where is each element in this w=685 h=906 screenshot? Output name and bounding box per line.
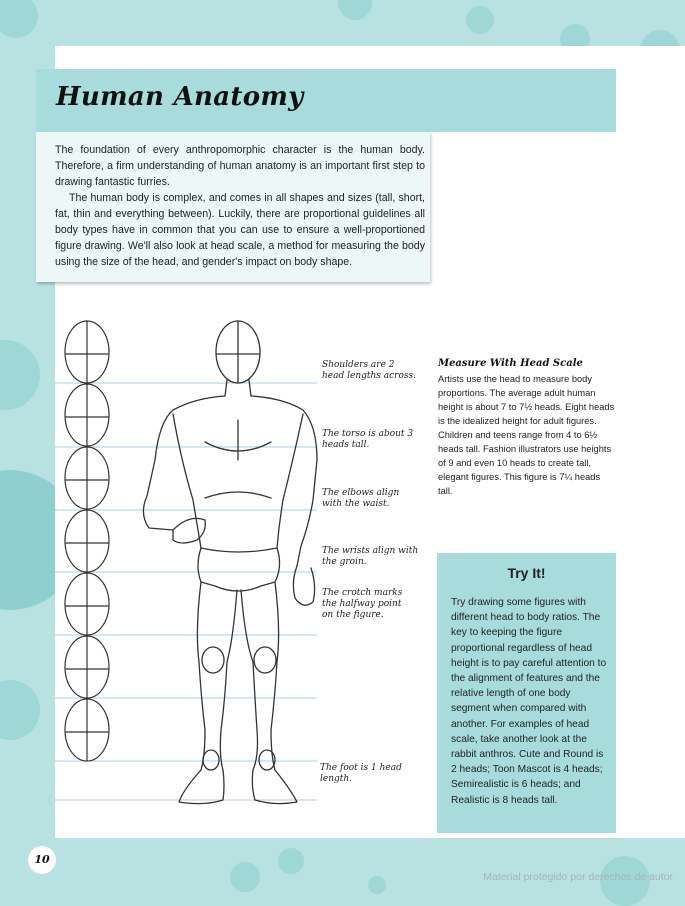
background-dot — [278, 848, 304, 874]
background-dot — [0, 0, 38, 38]
intro-paragraph-1: The foundation of every anthropomorphic character is the human body. Therefore, a firm understanding of human anatomy is an important first step to drawing fantastic furries. — [55, 144, 425, 188]
background-dot — [368, 876, 386, 894]
anatomy-figure — [55, 310, 435, 820]
annotation-elbows: The elbows align with the waist. — [322, 488, 400, 509]
head-scale-ovals — [65, 321, 109, 761]
background-dot — [338, 0, 372, 20]
background-dot — [466, 6, 494, 34]
page-number: 10 — [28, 846, 56, 874]
try-it-box — [437, 553, 616, 833]
intro-box — [36, 132, 430, 282]
annotation-wrists: The wrists align with the groin. — [322, 546, 419, 567]
measure-text: Artists use the head to measure body proportions. The average adult human height is about 7 to 7½ heads. Eight heads is the idealized height for adult figures. Children and teens range from 4 to 6½ heads tall. Fashion illustrators use heights of 9 and even 10 heads to create tall, elegant figures. This figure is 7¼ heads tall. — [438, 374, 615, 496]
try-it-text: Try drawing some figures with different head to body ratios. The key to keeping the figure proportional regardless of head height is to pay careful attention to the alignment of features and the relative length of one body segment when compared with another. For examples of head scale, take another look at the rabbit anthros. Cute and Round is 2 heads; Toon Mascot is 4 heads; Semirealistic is 6 heads; and Realistic is 8 heads tall. — [451, 597, 607, 806]
copyright-watermark: Material protegido por derechos de autor — [483, 871, 673, 883]
measure-heading: Measure With Head Scale — [438, 358, 583, 369]
background-dot — [0, 340, 40, 410]
annotation-shoulders: Shoulders are 2 head lengths across. — [322, 360, 416, 381]
page-title: Human Anatomy — [56, 82, 304, 112]
background-dot — [0, 680, 40, 740]
annotation-foot: The foot is 1 head length. — [320, 763, 402, 784]
try-it-heading: Try It! — [507, 565, 546, 581]
background-dot — [230, 862, 260, 892]
annotation-torso: The torso is about 3 heads tall. — [322, 429, 414, 450]
intro-paragraph-2: The human body is complex, and comes in all shapes and sizes (tall, short, fat, thin and everything between). Luckily, there are proportional guidelines all body types have in common that you can use to ensure a well-proportioned figure drawing. We'll also look at head scale, a method for measuring the body using the size of the head, and gender's impact on body shape. — [55, 192, 425, 268]
annotation-crotch: The crotch marks the halfway point on the figure. — [322, 588, 403, 620]
